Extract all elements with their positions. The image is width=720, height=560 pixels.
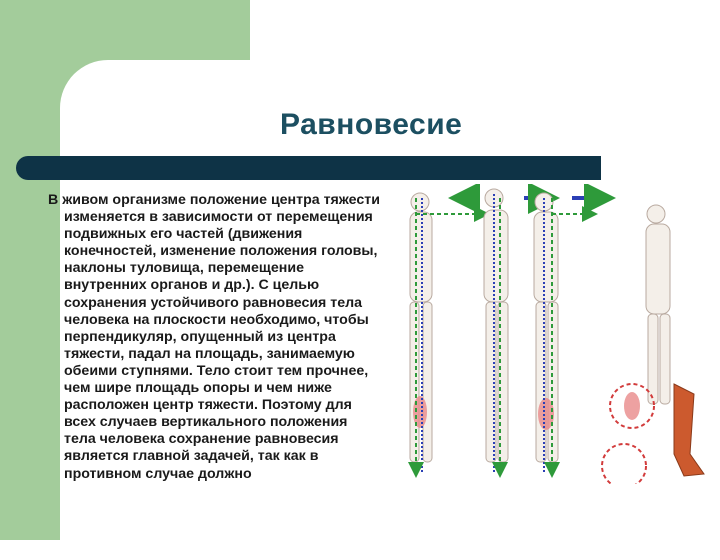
body-figure-4: [646, 205, 670, 404]
body-figure-2: [484, 189, 508, 462]
title-divider-bar: [16, 156, 601, 180]
detail-circle-lower: [602, 444, 646, 484]
slide-title: Равновесие: [280, 108, 463, 141]
leg-muscle-anatomy-icon: [674, 384, 704, 476]
slide-body-text: В живом организме положение центра тяжести изменяется в зависимости от перемещения подвижных его частей (движения конечностей, изменение положения головы, наклоны туловища, перемещение внутренних органов и др.). С целью сохранения устойчивого равновесия тела человека на плоскости необходимо, чтобы перпендикуляр, опущенный из центра тяжести, падал на площадь, занимаемую обеими ступнями. Тело стоит тем прочнее, чем шире площадь опоры и чем ниже расположен центр тяжести. Поэтому для всех случаев вертикального положения тела человека сохранение равновесия является главной задачей, так как в противном случае должно: [48, 192, 380, 482]
muscle-highlight-upper: [624, 392, 640, 420]
posture-balance-illustration: [394, 184, 720, 484]
posture-figure-svg: [394, 184, 720, 484]
